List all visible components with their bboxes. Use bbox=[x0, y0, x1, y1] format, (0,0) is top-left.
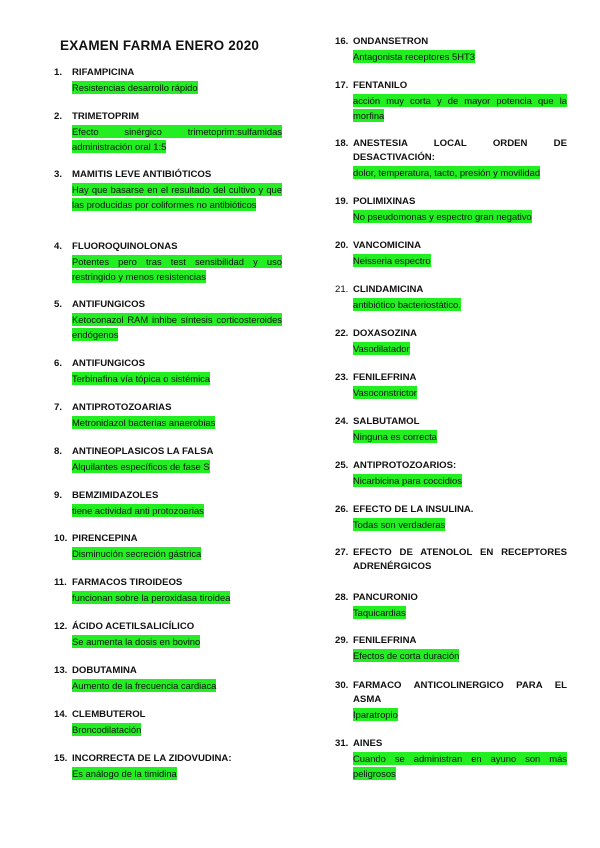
question-text: EFECTO DE LA INSULINA. bbox=[353, 504, 474, 515]
question-number: 25. bbox=[335, 460, 349, 471]
answer-highlight: Potentes pero tras test sensibilidad y uso restringido y menos resistencias bbox=[72, 256, 282, 282]
answer-highlight: No pseudomonas y espectro gran negativo bbox=[353, 211, 532, 222]
question-text: PIRENCEPINA bbox=[72, 533, 138, 544]
question-number: 19. bbox=[335, 196, 349, 207]
question-22 bbox=[335, 327, 567, 357]
question-29 bbox=[335, 634, 567, 664]
question-21 bbox=[335, 283, 567, 313]
question-number: 20. bbox=[335, 240, 349, 251]
page-title: EXAMEN FARMA ENERO 2020 bbox=[60, 38, 260, 53]
question-number: 9. bbox=[54, 490, 63, 501]
answer-highlight: Efecto sinérgico trimetoprim:sulfamidas administración oral 1:5 bbox=[72, 126, 282, 152]
answer-highlight: tiene actividad anti protozoarias bbox=[72, 505, 204, 516]
question-1 bbox=[54, 66, 282, 96]
question-text: VANCOMICINA bbox=[353, 240, 422, 251]
question-4 bbox=[54, 240, 282, 284]
question-number: 4. bbox=[54, 241, 63, 252]
question-text: INCORRECTA DE LA ZIDOVUDINA: bbox=[72, 753, 232, 764]
question-text: POLIMIXINAS bbox=[353, 196, 416, 207]
question-13 bbox=[54, 664, 282, 694]
answer-highlight: Nicarbicina para coccidios bbox=[353, 475, 462, 486]
question-text: RIFAMPICINA bbox=[72, 67, 135, 78]
answer-highlight: Metronidazol bacterias anaerobias bbox=[72, 417, 216, 428]
question-23 bbox=[335, 371, 567, 401]
question-8 bbox=[54, 445, 282, 475]
answer-highlight: Todas son verdaderas bbox=[353, 519, 446, 530]
question-number: 24. bbox=[335, 416, 349, 427]
question-text: CLINDAMICINA bbox=[353, 284, 424, 295]
answer-highlight: funcionan sobre la peroxidasa tiroidea bbox=[72, 592, 231, 603]
question-text: ANESTESIA LOCAL ORDEN DE DESACTIVACIÓN: bbox=[353, 138, 567, 163]
question-text: TRIMETOPRIM bbox=[72, 111, 139, 122]
question-text: SALBUTAMOL bbox=[353, 416, 420, 427]
question-number: 26. bbox=[335, 504, 349, 515]
question-number: 31. bbox=[335, 738, 349, 749]
question-9 bbox=[54, 489, 282, 519]
answer-highlight: Es análogo de la timidina bbox=[72, 768, 177, 779]
question-26 bbox=[335, 503, 567, 533]
question-18 bbox=[335, 137, 567, 181]
question-6 bbox=[54, 357, 282, 387]
question-2 bbox=[54, 110, 282, 154]
question-27 bbox=[335, 546, 567, 574]
question-number: 23. bbox=[335, 372, 349, 383]
question-text: FLUOROQUINOLONAS bbox=[72, 241, 178, 252]
question-number: 11. bbox=[54, 577, 67, 588]
question-number: 1. bbox=[54, 67, 63, 78]
question-text: CLEMBUTEROL bbox=[72, 709, 146, 720]
question-text: ANTIFUNGICOS bbox=[72, 358, 146, 369]
question-text: MAMITIS LEVE ANTIBIÓTICOS bbox=[72, 169, 212, 180]
question-30 bbox=[335, 679, 567, 723]
question-number: 29. bbox=[335, 635, 349, 646]
answer-highlight: Resistencias desarrollo rápido bbox=[72, 82, 198, 93]
question-24 bbox=[335, 415, 567, 445]
question-number: 12. bbox=[54, 621, 68, 632]
question-text: FENTANILO bbox=[353, 80, 408, 91]
answer-highlight: Vasodilatador bbox=[353, 343, 410, 354]
answer-highlight: Broncodilatación bbox=[72, 724, 142, 735]
question-number: 6. bbox=[54, 358, 63, 369]
question-text: ÁCIDO ACETILSALICÍLICO bbox=[72, 621, 195, 632]
question-text: DOBUTAMINA bbox=[72, 665, 137, 676]
answer-highlight: Hay que basarse en el resultado del cultivo y que las producidas por coliformes no antibióticos bbox=[72, 184, 282, 210]
question-text: ANTINEOPLASICOS LA FALSA bbox=[72, 446, 214, 457]
question-number: 10. bbox=[54, 533, 68, 544]
answer-highlight: Aumento de la frecuencia cardiaca bbox=[72, 680, 217, 691]
question-5 bbox=[54, 298, 282, 342]
question-number: 5. bbox=[54, 299, 63, 310]
question-text: AINES bbox=[353, 738, 383, 749]
question-19 bbox=[335, 195, 567, 225]
question-number: 22. bbox=[335, 328, 349, 339]
question-28 bbox=[335, 591, 567, 621]
question-number: 2. bbox=[54, 111, 63, 122]
answer-highlight: Antagonista receptores 5HT3 bbox=[353, 51, 475, 62]
question-31 bbox=[335, 737, 567, 781]
question-number: 15. bbox=[54, 753, 68, 764]
question-text: FENILEFRINA bbox=[353, 372, 417, 383]
question-number: 18. bbox=[335, 138, 349, 149]
answer-highlight: Efectos de corta duración bbox=[353, 650, 460, 661]
question-11 bbox=[54, 576, 282, 606]
answer-highlight: Taquicardias bbox=[353, 607, 406, 618]
answer-highlight: Terbinafina vía tópica o sistémica bbox=[72, 373, 211, 384]
question-number: 21. bbox=[335, 284, 349, 295]
question-16 bbox=[335, 35, 567, 65]
question-15 bbox=[54, 752, 282, 782]
question-3 bbox=[54, 168, 282, 212]
answer-highlight: dolor, temperatura, tacto, presión y movilidad bbox=[353, 167, 541, 178]
question-number: 13. bbox=[54, 665, 68, 676]
answer-highlight: acción muy corta y de mayor potencia que la morfina bbox=[353, 95, 567, 121]
answer-highlight: Iparatropio bbox=[353, 709, 398, 720]
question-10 bbox=[54, 532, 282, 562]
question-7 bbox=[54, 401, 282, 431]
question-text: EFECTO DE ATENOLOL EN RECEPTORES ADRENÉRGICOS bbox=[353, 547, 567, 572]
question-text: BEMZIMIDAZOLES bbox=[72, 490, 159, 501]
question-text: FARMACO ANTICOLINERGICO PARA EL ASMA bbox=[353, 680, 567, 705]
answer-highlight: Disminución secreción gástrica bbox=[72, 548, 202, 559]
answer-highlight: antibiótico bacteriostático. bbox=[353, 299, 461, 310]
question-number: 3. bbox=[54, 169, 63, 180]
question-text: DOXASOZINA bbox=[353, 328, 417, 339]
question-number: 28. bbox=[335, 592, 349, 603]
answer-highlight: Cuando se administran en ayuno son más peligrosos bbox=[353, 753, 567, 779]
answer-highlight: Ninguna es correcta bbox=[353, 431, 437, 442]
question-text: ANTIPROTOZOARIOS: bbox=[353, 460, 457, 471]
answer-highlight: Se aumenta la dosis en bovino bbox=[72, 636, 201, 647]
question-number: 17. bbox=[335, 80, 349, 91]
question-text: FARMACOS TIROIDEOS bbox=[72, 577, 183, 588]
answer-highlight: Vasoconstrictor bbox=[353, 387, 417, 398]
question-12 bbox=[54, 620, 282, 650]
question-number: 16. bbox=[335, 36, 349, 47]
question-text: ANTIFUNGICOS bbox=[72, 299, 146, 310]
question-number: 30. bbox=[335, 680, 349, 691]
question-25 bbox=[335, 459, 567, 489]
answer-highlight: Neisseria espectro bbox=[353, 255, 431, 266]
question-text: ANTIPROTOZOARIAS bbox=[72, 402, 172, 413]
question-text: PANCURONIO bbox=[353, 592, 418, 603]
question-number: 14. bbox=[54, 709, 68, 720]
question-number: 7. bbox=[54, 402, 63, 413]
question-14 bbox=[54, 708, 282, 738]
question-number: 27. bbox=[335, 547, 349, 558]
question-text: ONDANSETRON bbox=[353, 36, 429, 47]
question-text: FENILEFRINA bbox=[353, 635, 417, 646]
answer-highlight: Alquilantes específicos de fase S bbox=[72, 461, 210, 472]
question-number: 8. bbox=[54, 446, 63, 457]
answer-highlight: Ketoconazol RAM inhibe síntesis corticosteroides endógenos bbox=[72, 314, 282, 340]
question-20 bbox=[335, 239, 567, 269]
question-17 bbox=[335, 79, 567, 123]
